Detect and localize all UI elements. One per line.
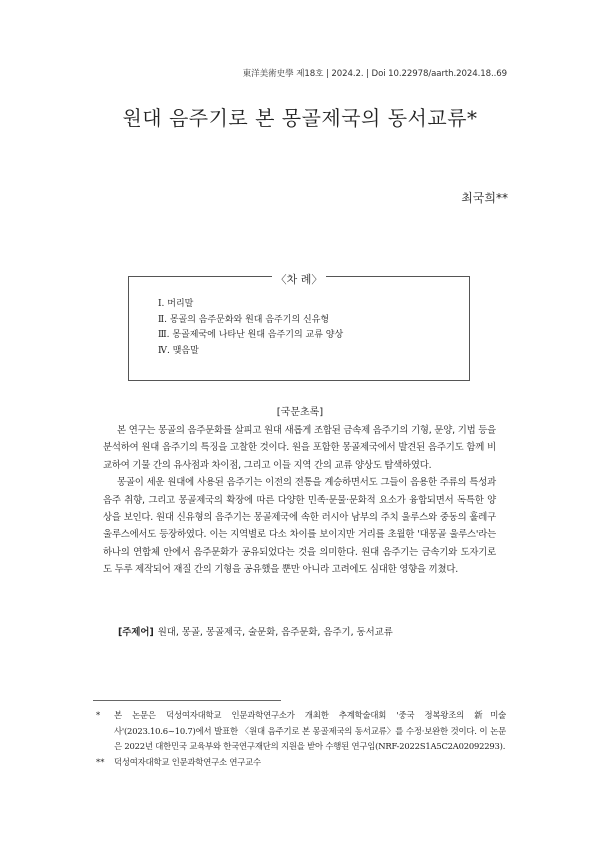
toc-item: Ⅱ. 몽골의 음주문화와 원대 음주기의 신유형 bbox=[158, 314, 330, 325]
footnote-mark: * bbox=[96, 710, 101, 720]
toc-list bbox=[158, 297, 343, 359]
keywords-text: 원대, 몽골, 몽골제국, 술문화, 음주문화, 음주기, 동서교류 bbox=[157, 627, 393, 638]
footnote-text: 덕성여자대학교 인문과학연구소 연구교수 bbox=[114, 756, 261, 767]
abstract-paragraph: 본 연구는 몽골의 음주문화를 살피고 원대 새롭게 조합된 금속제 음주기의 기형, 문양, 기법 등을 분석하여 원대 음주기의 특징을 고찰한 것이다. 원을 포함한 몽골제국에서 발견된 음주기도 함께 비교하여 기물 간의 유사점과 차이점, 그리고 이들 지역 간의 교류 양상도 탐색하였다. bbox=[103, 425, 496, 471]
toc-item: Ⅳ. 맺음말 bbox=[158, 345, 199, 356]
toc-heading: 〈차 례〉 bbox=[272, 273, 327, 286]
footnote bbox=[96, 755, 506, 771]
abstract-body bbox=[103, 422, 496, 579]
abstract-heading: [국문초록] bbox=[276, 407, 324, 418]
author-name: 최국희** bbox=[461, 191, 508, 205]
paper-title: 원대 음주기로 본 몽골제국의 동서교류* bbox=[122, 106, 478, 130]
toc-item: Ⅰ. 머리말 bbox=[158, 299, 194, 309]
footnote-mark: ** bbox=[96, 756, 105, 767]
journal-meta: 東洋美術史學 제18호 | 2024.2. | Doi 10.22978/aarth.2024.18..69 bbox=[242, 69, 507, 79]
keywords-label: [주제어] bbox=[118, 627, 154, 638]
footnote bbox=[96, 708, 506, 755]
footnotes bbox=[96, 708, 506, 770]
footnote-text: 본 논문은 덕성여자대학교 인문과학연구소가 개최한 추계학술대회 '중국 정복왕조의 新미술사'(2023.10.6~10.7)에서 발표한 〈원대 음주기로 본 몽골제국의 동서교류〉를 수정·보완한 것이다. 이 논문은 2022년 대한민국 교육부와 한국연구재단의 지원을 받아 수행된 연구임(NRF-2022S1A5C2A02092293). bbox=[114, 710, 506, 751]
footnote-divider bbox=[93, 700, 281, 701]
toc-heading-wrap bbox=[129, 268, 469, 287]
table-of-contents bbox=[128, 273, 470, 381]
keywords bbox=[118, 624, 393, 638]
toc-item: Ⅲ. 몽골제국에 나타난 원대 음주기의 교류 양상 bbox=[158, 330, 344, 340]
abstract-paragraph: 몽골이 세운 원대에 사용된 음주기는 이전의 전통을 계승하면서도 그들이 음용한 주류의 특성과 음주 취향, 그리고 몽골제국의 확장에 따른 다양한 민족·문물·문화적 요소가 융합되면서 독특한 양상을 보인다. 원대 신유형의 음주기는 몽골제국에 속한 러시아 남부의 주치 울루스와 중동의 훌레구 울루스에서도 등장하였다. 이는 지역별로 다소 차이를 보이지만 거리를 초월한 '대몽골 울루스'라는 하나의 연합체 안에서 음주문화가 공유되었다는 것을 의미한다. 원대 음주기는 금속기와 도자기로도 두루 제작되어 재질 간의 기형을 공유했을 뿐만 아니라 고려에도 심대한 영향을 끼쳤다. bbox=[103, 477, 496, 576]
